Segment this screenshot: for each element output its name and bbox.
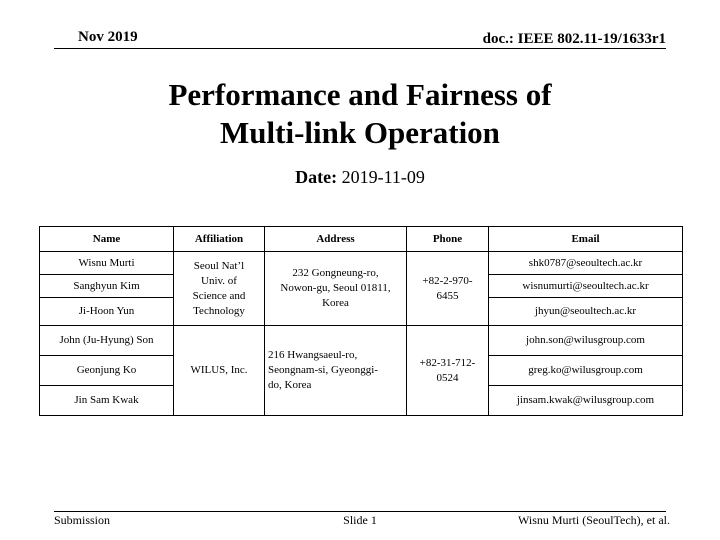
table-header-row xyxy=(40,227,683,252)
header-date: Nov 2019 xyxy=(78,29,138,45)
author-email: shk0787@seoultech.ac.kr xyxy=(489,252,683,275)
author-email: john.son@wilusgroup.com xyxy=(489,326,683,356)
header-phone: Phone xyxy=(407,227,489,252)
author-address: 232 Gongneung-ro, Nowon-gu, Seoul 01811, Korea xyxy=(265,252,407,326)
author-name: Sanghyun Kim xyxy=(40,275,174,298)
header-affiliation: Affiliation xyxy=(174,227,265,252)
author-email: wisnumurti@seoultech.ac.kr xyxy=(489,275,683,298)
author-name: Wisnu Murti xyxy=(40,252,174,275)
authors-table xyxy=(39,226,683,416)
slide-date xyxy=(0,167,720,188)
footer-divider xyxy=(54,511,666,512)
footer-author: Wisnu Murti (SeoulTech), et al. xyxy=(518,513,670,527)
author-affiliation: WILUS, Inc. xyxy=(174,326,265,416)
author-email: jhyun@seoultech.ac.kr xyxy=(489,298,683,326)
author-name: Geonjung Ko xyxy=(40,356,174,386)
title-line-1: Performance and Fairness of xyxy=(168,77,552,112)
date-label: Date: xyxy=(295,167,338,187)
author-name: Jin Sam Kwak xyxy=(40,386,174,416)
header-address: Address xyxy=(265,227,407,252)
header-email: Email xyxy=(489,227,683,252)
author-affiliation: Seoul Nat’l Univ. of Science and Technology xyxy=(174,252,265,326)
author-email: jinsam.kwak@wilusgroup.com xyxy=(489,386,683,416)
author-address: 216 Hwangsaeul-ro, Seongnam-si, Gyeonggi- do, Korea xyxy=(265,326,407,416)
author-email: greg.ko@wilusgroup.com xyxy=(489,356,683,386)
footer-slide-number: Slide 1 xyxy=(343,513,377,527)
date-value: 2019-11-09 xyxy=(341,167,425,187)
slide-title xyxy=(0,76,720,152)
author-name: John (Ju-Hyung) Son xyxy=(40,326,174,356)
author-name: Ji-Hoon Yun xyxy=(40,298,174,326)
header-name: Name xyxy=(40,227,174,252)
author-phone: +82-31-712- 0524 xyxy=(407,326,489,416)
header-doc-id: doc.: IEEE 802.11-19/1633r1 xyxy=(482,31,666,47)
header-divider xyxy=(54,48,666,49)
table-row xyxy=(40,252,683,275)
author-phone: +82-2-970- 6455 xyxy=(407,252,489,326)
table-row xyxy=(40,326,683,356)
title-line-2: Multi-link Operation xyxy=(220,115,500,150)
footer-submission: Submission xyxy=(54,513,111,527)
